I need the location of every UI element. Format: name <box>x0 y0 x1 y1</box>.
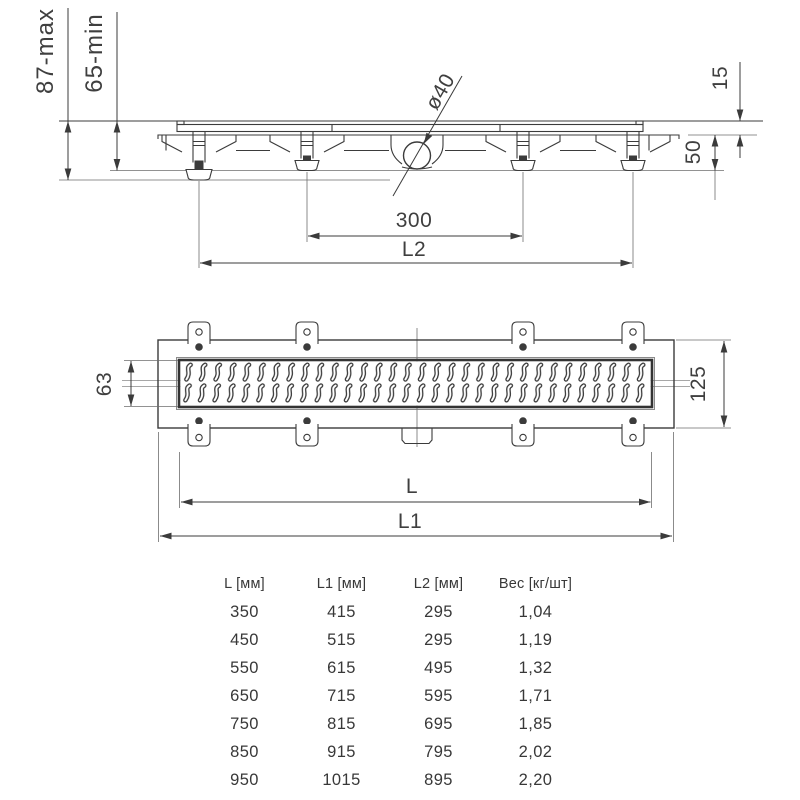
adjustable-leg <box>162 132 236 180</box>
table-cell: 615 <box>327 659 356 677</box>
table-header-l1: L1 [мм] <box>316 576 367 592</box>
table-cell: 715 <box>327 687 356 705</box>
grate-wave-pattern <box>181 362 649 405</box>
adjustable-leg <box>486 132 560 171</box>
dim-body-height-label: 50 <box>682 139 705 165</box>
mounting-tab <box>296 417 318 446</box>
table-cell: 295 <box>424 631 453 649</box>
table-cell: 815 <box>327 715 356 733</box>
table-cell: 350 <box>230 603 259 621</box>
table-cell: 1,85 <box>518 715 553 733</box>
table-cell: 850 <box>230 743 259 761</box>
table-cell: 495 <box>424 659 453 677</box>
mounting-tab <box>188 417 210 446</box>
table-cell: 450 <box>230 631 259 649</box>
dim-l2-label: L2 <box>401 238 427 261</box>
table-cell: 1,04 <box>518 603 553 621</box>
table-cell: 895 <box>424 771 453 789</box>
mounting-tab <box>188 322 210 351</box>
table-cell: 2,02 <box>518 743 553 761</box>
grate-side-profile <box>177 121 643 132</box>
table-cell: 1,19 <box>518 631 553 649</box>
table-cell: 1,71 <box>518 687 553 705</box>
table-cell: 750 <box>230 715 259 733</box>
table-cell: 1015 <box>322 771 361 789</box>
dim-body-width-label: 125 <box>687 365 710 403</box>
side-view <box>32 8 763 268</box>
table-header-l: L [мм] <box>224 576 265 592</box>
adjustable-leg <box>270 132 344 171</box>
table-header-l2: L2 [мм] <box>413 576 464 592</box>
table-cell: 595 <box>424 687 453 705</box>
table-cell: 1,32 <box>518 659 553 677</box>
plan-view <box>93 322 731 542</box>
size-table <box>196 570 584 794</box>
mounting-tab <box>622 417 644 446</box>
mounting-tab <box>296 322 318 351</box>
dim-l-label: L <box>405 475 419 498</box>
table-cell: 415 <box>327 603 356 621</box>
dim-grate-width-label: 63 <box>93 371 116 397</box>
table-cell: 650 <box>230 687 259 705</box>
dim-edge-label: 15 <box>709 65 732 91</box>
drain-grate <box>177 358 655 410</box>
dim-leg-spacing-label: 300 <box>395 209 433 232</box>
dim-height-min-label: 65-min <box>81 13 108 93</box>
dim-outlet-diameter-label: ø40 <box>420 69 460 114</box>
table-header-weight: Вес [кг/шт] <box>498 576 573 592</box>
table-cell: 795 <box>424 743 453 761</box>
mounting-tab <box>512 322 534 351</box>
mounting-tab <box>512 417 534 446</box>
dim-height-max-label: 87-max <box>32 7 59 95</box>
adjustable-leg <box>596 132 670 171</box>
table-cell: 915 <box>327 743 356 761</box>
mounting-tab <box>622 322 644 351</box>
table-cell: 2,20 <box>518 771 553 789</box>
table-cell: 950 <box>230 771 259 789</box>
table-cell: 695 <box>424 715 453 733</box>
outlet-pipe-circle <box>404 142 431 169</box>
table-cell: 515 <box>327 631 356 649</box>
table-cell: 295 <box>424 603 453 621</box>
dim-l1-label: L1 <box>397 510 423 533</box>
table-cell: 550 <box>230 659 259 677</box>
